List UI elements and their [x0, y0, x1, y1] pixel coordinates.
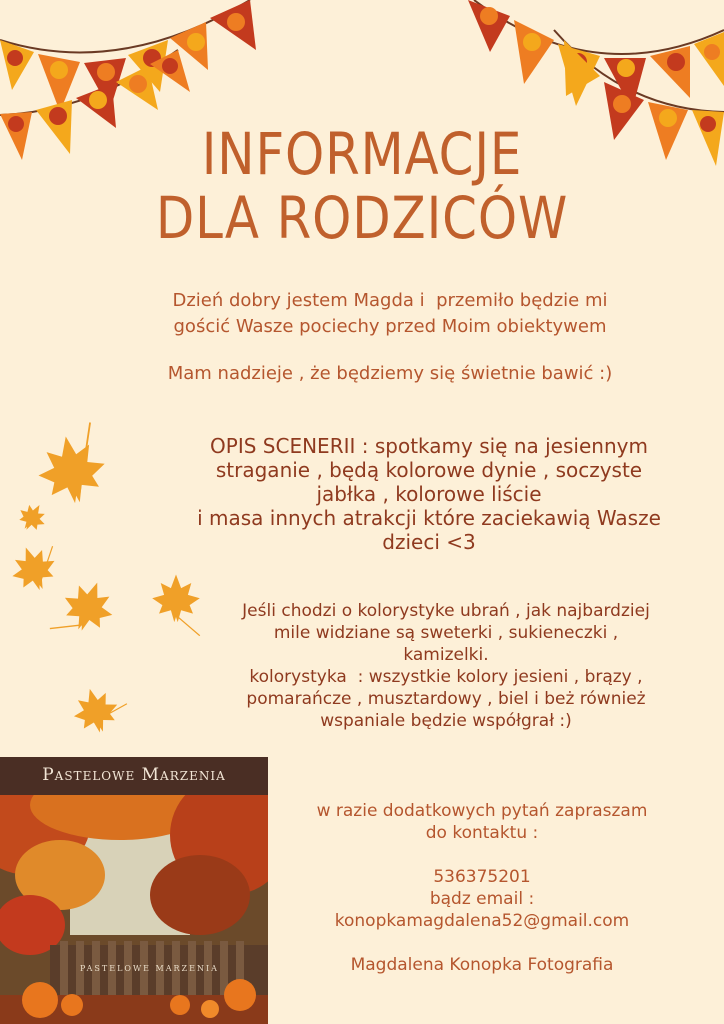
- clothing-line: Jeśli chodzi o kolorystyke ubrań , jak najbardziej: [242, 601, 650, 621]
- contact-line: do kontaktu :: [425, 823, 539, 843]
- intro-line: gościć Wasze pociechy przed Moim obiektywem: [173, 316, 607, 337]
- intro-line: Dzień dobry jestem Magda i przemiło będzie mi: [172, 290, 608, 311]
- scenery-line: jabłka , kolorowe liście: [316, 482, 542, 506]
- title-line: INFORMACJE: [201, 120, 523, 188]
- scenery-line: i masa innych atrakcji które zaciekawią Wasze: [197, 506, 661, 530]
- maple-leaf-icon: [5, 539, 65, 598]
- flag: [210, 0, 256, 50]
- clothing-info: [190, 600, 702, 732]
- maple-leaf-icon: [31, 421, 111, 508]
- flag: [468, 0, 510, 52]
- intro-wish: [90, 361, 690, 387]
- spacer: [270, 932, 694, 954]
- clothing-line: mile widziane są sweterki , sukieneczki ,: [273, 623, 619, 643]
- phone-number[interactable]: 536375201: [433, 867, 531, 887]
- brand-name: Pastelowe Marzenia: [42, 765, 226, 785]
- scenery-description: [145, 434, 713, 554]
- page-title: [51, 122, 674, 250]
- contact-line: w razie dodatkowych pytań zapraszam: [316, 801, 648, 821]
- signature: Magdalena Konopka Fotografia: [350, 955, 614, 975]
- flag: [0, 112, 32, 160]
- flag: [692, 110, 724, 166]
- clothing-line: kolorystyka : wszystkie kolory jesieni , brązy ,: [249, 667, 643, 687]
- brand-photo: [0, 757, 268, 1024]
- maple-leaf-icon: [50, 573, 121, 647]
- clothing-line: wspaniale będzie współgrał :): [320, 711, 572, 731]
- spacer: [270, 844, 694, 866]
- flag: [650, 46, 690, 98]
- email-label: bądz email :: [429, 889, 535, 909]
- clothing-line: kamizelki.: [403, 645, 489, 665]
- clothing-line: pomarańcze , musztardowy , biel i beż również: [246, 689, 646, 709]
- intro-line: Mam nadzieje , że będziemy się świetnie bawić :): [167, 363, 613, 384]
- scenery-line: straganie , będą kolorowe dynie , soczyste: [215, 458, 643, 482]
- maple-leaf-icon: [68, 681, 132, 738]
- flag: [514, 20, 554, 84]
- scenery-line: OPIS SCENERII : spotkamy się na jesiennym: [210, 434, 648, 458]
- maple-leaf-icon: [13, 498, 51, 536]
- autumn-scene-image: [0, 795, 268, 1024]
- scenery-line: dzieci <3: [382, 530, 476, 554]
- title-line: DLA RODZICÓW: [155, 184, 569, 252]
- intro-text: [90, 288, 690, 340]
- contact-info: [270, 800, 694, 976]
- email-address[interactable]: konopkamagdalena52@gmail.com: [334, 911, 630, 931]
- photo-sign-text: PASTELOWE MARZENIA: [80, 964, 219, 973]
